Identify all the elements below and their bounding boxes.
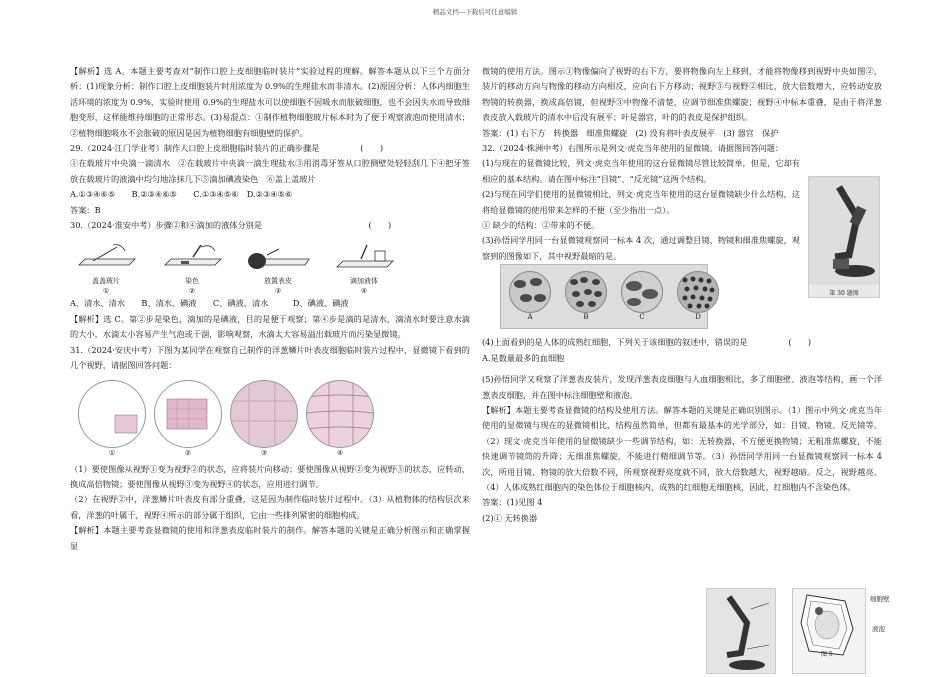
step-label: 放置表皮	[264, 277, 292, 286]
question-32-part-4-option-a: A.是数量最多的血细胞	[482, 352, 565, 363]
question-32-part-3: (3)孙悟同学用同一台显微镜观察同一标本 4 次，通过调整目镜、物镜和细准焦螺旋，观察到的图像如下，其中视野最暗的是。	[482, 235, 800, 261]
cell-view-label: B	[583, 313, 589, 322]
cell-view	[621, 271, 663, 322]
step-figure	[70, 243, 142, 296]
question-31-part-1: （1）要使图像从视野①变为视野②的状态，应将装片向移动；要使图像从视野②变为视野③的状态，应转动，换成高倍物镜；要使图像从视野③变为视野④的状态，应用进行调节。	[70, 463, 470, 489]
staining-illustration	[159, 243, 225, 273]
step-number: ②	[188, 287, 196, 296]
analysis-28: 【解析】选 A。本题主要考查对“制作口腔上皮细胞临时装片”实验过程的理解。解答本题从以下三个方面分析：(1)现象分析：制作口腔上皮细胞装片时用浓度为 0.9%的生理盐水而非清水。(2)原因分析：人体内细胞生活环境的浓度为 0.9%，实验时使用 0.9%的生理盐水可以使细胞不因吸水而胀破细胞，也不会因失水而导致细胞变形，这样能维持细胞的正常形态。(3)易混点：①制作植物细胞玻片标本时为了便于观察液泡而使用清水；②植物细胞吸水不会胀破的原因是因为植物细胞有细胞壁的保护。	[70, 66, 470, 138]
leeuwenhoek-microscope-figure	[808, 176, 880, 298]
answer-microscope-figure	[706, 588, 776, 674]
step-label: 盖盖玻片	[92, 277, 120, 286]
question-32-part-5: (5)孙悟同学又观察了洋葱表皮装片，发现洋葱表皮细胞与人血细胞相比，多了细胞壁、液泡等结构，画一个洋葱表皮细胞，并在图中标注细胞壁和液泡。	[482, 374, 882, 400]
view-4-image	[307, 381, 373, 447]
analysis-32: 【解析】本题主要考查显微镜的结构及使用方法。解答本题的关键是正确识别图示。（1）图示中列文·虎克当年使用的显微镜与现在的显微镜相比，结构虽然简单，但都有最基本的光学部分，如：目镜、物镜、反光镜等。（2）现文·虎克当年使用的显微镜缺少一些调节结构，如：无转换器，不方便更换物镜；无粗准焦螺旋，不能快速调节镜筒的升降；无细准焦螺旋，不能进行精细调节等。（3）孙悟同学用同一台显微镜观察同一标本 4 次，所用目镜、物镜的放大倍数不同，所观察视野亮度就不同，放大倍数越大，视野越暗。反之，视野越亮。（4）人体成熟红细胞内的染色体位于细胞核内，成熟的红细胞无细胞核，因此，红细胞内不含染色体。	[482, 404, 882, 492]
question-32-part-1: (1)与现在的显微镜比较，列文·虎克当年使用的这台显微镜尽管比较简单，但是，它却有相应的基本结构。请在图中标注“目镜”、“反光镜”这两个结构。	[482, 158, 800, 184]
microscope-answer-photo	[707, 589, 775, 673]
place-epidermis-illustration	[245, 243, 311, 273]
microscope-photo	[809, 177, 879, 285]
step-figure	[242, 243, 314, 296]
step-figure	[156, 243, 228, 296]
question-32-part-2-blank: ① 缺少的结构：②带来的不便。	[482, 220, 600, 231]
question-32-part-4: (4)上面看到的是人体的成熟红细胞，下列关于该细胞的叙述中，错误的是 ( )	[482, 337, 812, 348]
question-29-options: ①在载玻片中央滴一滴清水 ②在载玻片中央滴一滴生理盐水③用消毒牙签从口腔侧壁处轻轻刮几下④把牙签放在载玻片的液滴中均匀地涂抹几下⑤滴加碘液染色 ⑥盖上盖玻片	[70, 158, 470, 184]
microscope-views	[78, 380, 470, 458]
cell-view-label: C	[639, 313, 645, 322]
step-number: ①	[102, 287, 110, 296]
dropper-illustration	[331, 243, 397, 273]
question-29: 29.（2024·江门学业考）制作人口腔上皮细胞临时装片的正确步骤是 ( )	[70, 143, 384, 154]
cell-view	[565, 271, 607, 322]
view-number: ①	[108, 448, 116, 457]
figure-5-caption: 图 5	[821, 651, 833, 658]
question-29-answer: 答案：B	[70, 204, 101, 215]
step-label: 染色	[185, 277, 199, 286]
analysis-31-continued: 微镜的使用方法。图示①物像偏向了视野的右下方，要将物像向左上移到，才能将物像移到视野中央如图②，装片的移动方向与物像的移动方向相反，应向右下方移动；视野③与视野②相比，放大倍数增大，应转动安放物镜的转换器，换成高倍镜，但视野③中物像不清楚，应调节细准焦螺旋；视野④中标本重叠，是由于将洋葱表皮放入载玻片的清水中后没有展平；叶是器官，叶的的表皮是保护组织。	[482, 66, 882, 123]
cell-view	[677, 271, 719, 322]
cell-view	[509, 271, 551, 322]
question-31-part-2: （2）在视野②中，洋葱鳞片叶表皮有部分重叠，这是因为制作临时装片过程中。（3）从植物体的结构层次来看，洋葱的叶属于，视野④所示的部分属于组织，它由一些排列紧密的细胞构成。	[70, 494, 470, 520]
left-column	[70, 64, 470, 554]
view-3-image	[231, 381, 297, 447]
question-32: 32.（2024·株洲中考）右图所示是列文·虎克当年使用的显微镜。请据图回答问题：	[482, 143, 784, 154]
step-label: 滴加液体	[350, 277, 378, 286]
step-figures	[70, 243, 400, 296]
view-number: ③	[260, 448, 268, 457]
view-number: ④	[336, 448, 344, 457]
figure-caption: 第 30 题图	[829, 290, 859, 297]
question-32-part-2: (2)与现在同学们使用的显微镜相比，列文·虎克当年使用的这台显微镜缺少什么结构，这将给显微镜的使用带来怎样的不便（至少指出一点）。	[482, 189, 800, 215]
vacuole-label: 液泡	[872, 625, 885, 633]
question-31: 31.（2024·安庆中考）下图为某同学在观察自己制作的洋葱鳞片叶表皮细胞临时装片过程中，显微镜下看到的几个视野，请据图回答问题：	[70, 344, 470, 371]
step-number: ④	[360, 287, 368, 296]
answer-31: 答案：(1) 右下方 转换器 细准焦螺旋 (2) 没有将叶表皮展平 (3) 器官 保护	[482, 127, 779, 138]
analysis-31: 【解析】本题主要考查显微镜的使用和洋葱表皮临时装片的制作。解答本题的关键是正确分析图示和正确掌握显	[70, 525, 470, 551]
answer-32-part-2: (2)① 无转换器	[482, 512, 538, 523]
view-4	[306, 380, 374, 458]
analysis-30: 【解析】选 C。第②步是染色，滴加的是碘液，目的是便于观察；第④步是滴的是清水，滴清水时要注意水滴的大小，水滴太小容易产生气泡或干涸，影响观察，水滴太大容易溢出载玻片而污染显微镜。	[70, 313, 470, 340]
view-2-image	[155, 381, 221, 447]
red-cell-views	[500, 264, 708, 329]
cell-wall-label: 细胞壁	[870, 595, 890, 603]
cover-slip-illustration	[73, 243, 139, 273]
question-29-choices: A.①③④⑥⑤ B.②③④⑥⑤ C.①③④⑤⑥ D.②③④⑤⑥	[70, 189, 293, 200]
question-30-choices: A、清水、清水 B、清水、碘液 C、碘液、清水 D、碘液、碘液	[70, 298, 349, 309]
question-30: 30.（2024·淮安中考）步骤②和④滴加的液体分别是 ( )	[70, 220, 392, 231]
step-number: ③	[274, 287, 282, 296]
view-number: ②	[184, 448, 192, 457]
cell-view-label: D	[695, 313, 701, 322]
cell-view-label: A	[527, 313, 533, 322]
view-3	[230, 380, 298, 458]
onion-cell-figure	[792, 588, 866, 674]
page-header: 精品文档---下载后可任意编辑	[432, 8, 518, 16]
step-figure	[328, 243, 400, 296]
answer-32: 答案：(1)见图 4	[482, 497, 543, 508]
view-1-image	[79, 381, 145, 447]
view-1	[78, 380, 146, 458]
view-2	[154, 380, 222, 458]
